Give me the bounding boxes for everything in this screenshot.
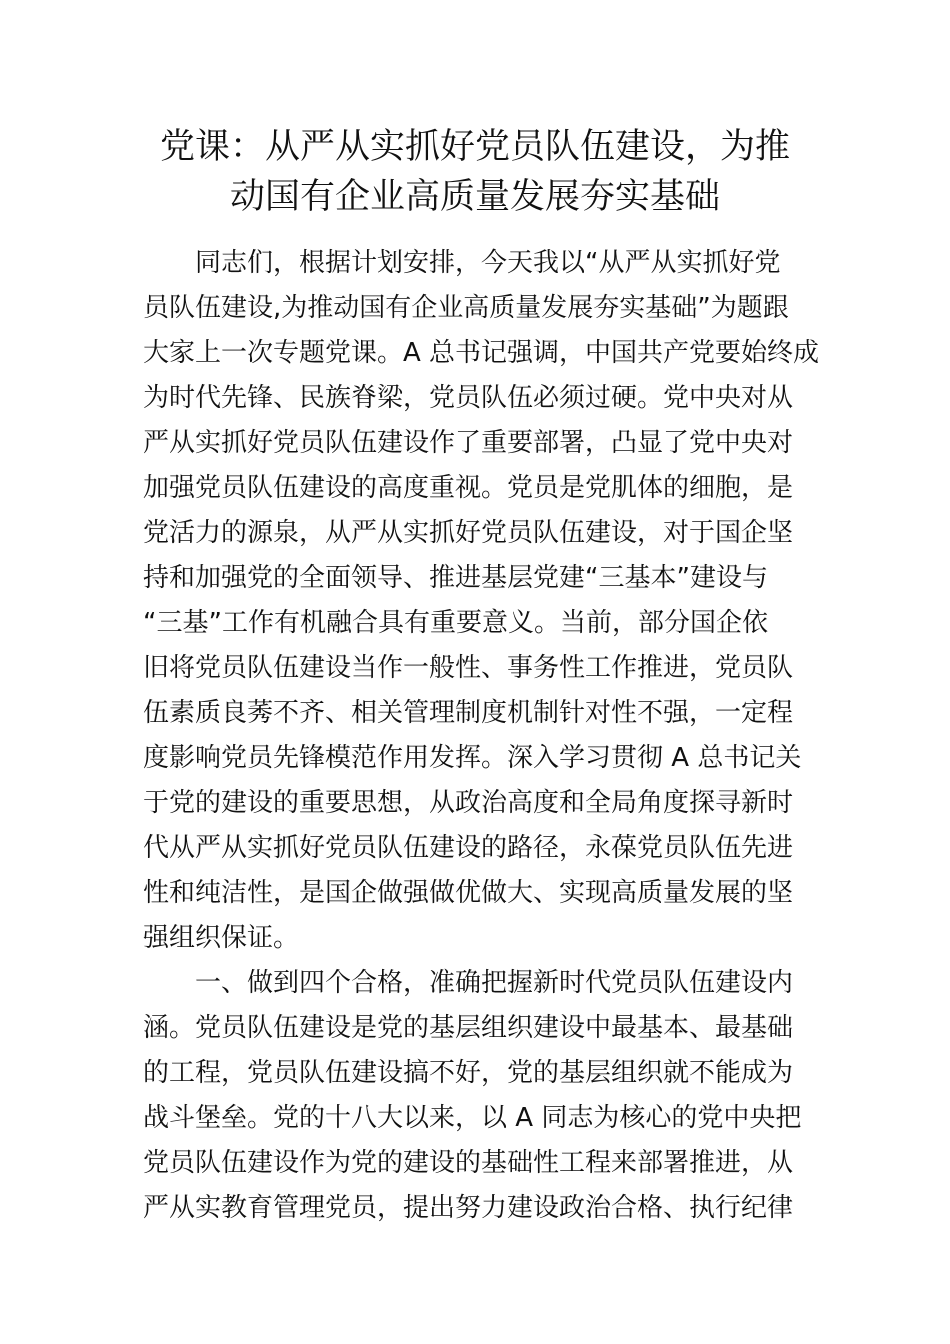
body-line-6: 加强党员队伍建设的高度重视。党员是党肌体的细胞，是 xyxy=(143,473,794,503)
document-title xyxy=(120,122,830,222)
body-line-21: 党员队伍建设作为党的建设的基础性工程来部署推进，从 xyxy=(143,1148,794,1178)
body-line-13: 于党的建设的重要思想，从政治高度和全局角度探寻新时 xyxy=(143,788,794,818)
body-line-11: 伍素质良莠不齐、相关管理制度机制针对性不强，一定程 xyxy=(143,698,794,728)
body-line-3: 大家上一次专题党课。A 总书记强调，中国共产党要始终成 xyxy=(143,338,820,368)
body-line-7: 党活力的源泉，从严从实抓好党员队伍建设，对于国企坚 xyxy=(143,518,794,548)
body-line-12: 度影响党员先锋模范作用发挥。深入学习贯彻 A 总书记关 xyxy=(143,743,802,773)
body-line-22: 严从实教育管理党员，提出努力建设政治合格、执行纪律 xyxy=(143,1193,794,1223)
body-line-1: 同志们，根据计划安排，今天我以“从严从实抓好党 xyxy=(195,248,781,278)
body-line-5: 严从实抓好党员队伍建设作了重要部署，凸显了党中央对 xyxy=(143,428,794,458)
title-line-1: 党课：从严从实抓好党员队伍建设，为推 xyxy=(159,127,790,167)
body-line-4: 为时代先锋、民族脊梁，党员队伍必须过硬。党中央对从 xyxy=(143,383,794,413)
body-line-10: 旧将党员队伍建设当作一般性、事务性工作推进，党员队 xyxy=(143,653,794,683)
body-line-8: 持和加强党的全面领导、推进基层党建“三基本”建设与 xyxy=(143,563,768,593)
body-line-17: 一、做到四个合格，准确把握新时代党员队伍建设内 xyxy=(195,968,794,998)
body-line-19: 的工程，党员队伍建设搞不好，党的基层组织就不能成为 xyxy=(143,1058,794,1088)
body-line-18: 涵。党员队伍建设是党的基层组织建设中最基本、最基础 xyxy=(143,1013,794,1043)
title-line-2: 动国有企业高质量发展夯实基础 xyxy=(229,177,720,217)
body-line-2: 员队伍建设,为推动国有企业高质量发展夯实基础”为题跟 xyxy=(143,293,789,323)
body-line-9: “三基”工作有机融合具有重要意义。当前，部分国企依 xyxy=(143,608,768,638)
body-line-14: 代从严从实抓好党员队伍建设的路径，永葆党员队伍先进 xyxy=(143,833,794,863)
body-line-15: 性和纯洁性，是国企做强做优做大、实现高质量发展的坚 xyxy=(143,878,794,908)
body-line-16: 强组织保证。 xyxy=(143,923,300,953)
body-line-20: 战斗堡垒。党的十八大以来，以 A 同志为核心的党中央把 xyxy=(143,1103,802,1133)
